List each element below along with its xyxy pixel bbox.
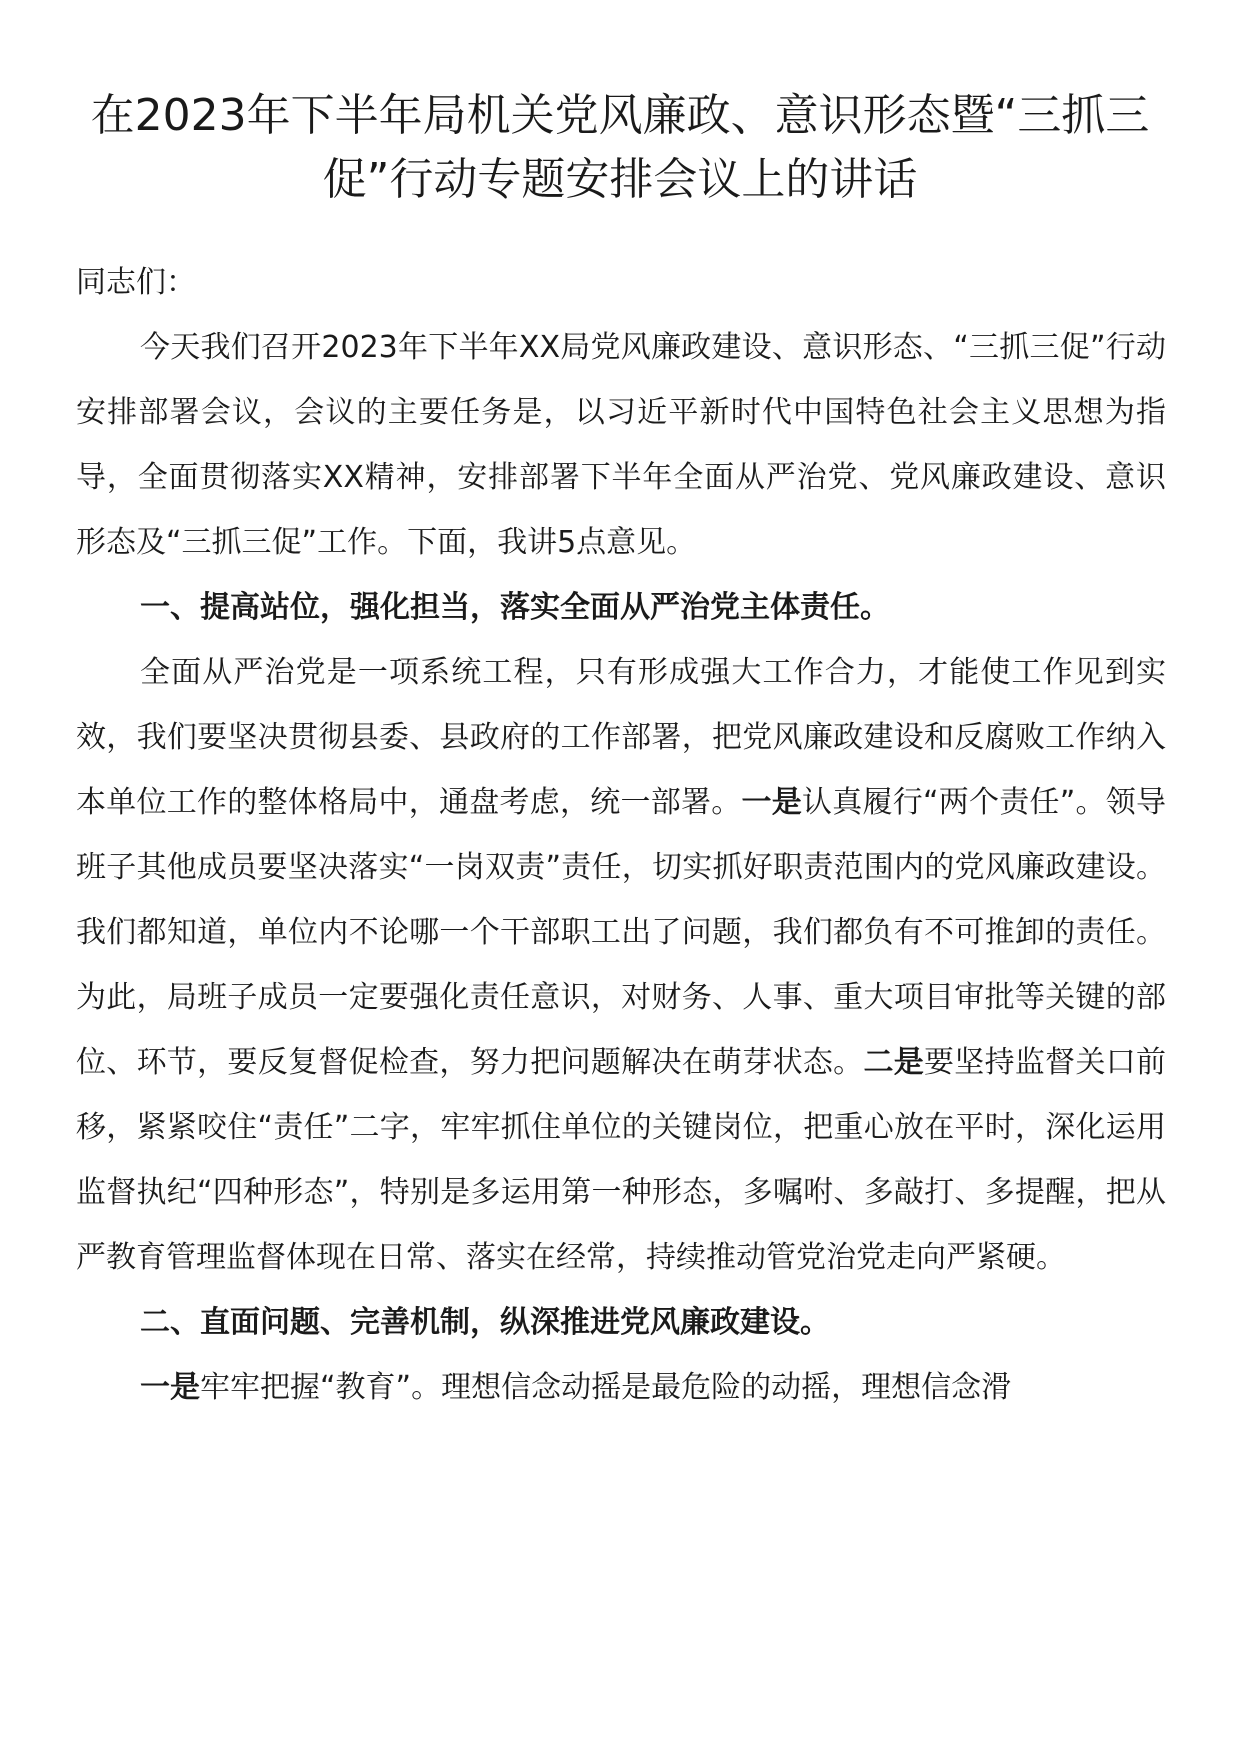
point-marker-1: 一是 [741, 785, 802, 820]
point-marker-2: 二是 [863, 1045, 925, 1080]
intro-paragraph: 今天我们召开2023年下半年XX局党风廉政建设、意识形态、“三抓三促”行动安排部署会议，会议的主要任务是，以习近平新时代中国特色社会主义思想为指导，全面贯彻落实XX精神，安排部署下半年全面从严治党、党风廉政建设、意识形态及“三抓三促”工作。下面，我讲5点意见。 [76, 330, 1166, 560]
salutation: 同志们： [76, 265, 196, 300]
section-2-text-a: 牢牢把握“教育”。理想信念动摇是最危险的动摇，理想信念滑 [200, 1370, 1012, 1405]
section-1-text-a: 全面从严治党是一项系统工程，只有形成强大工作合力，才能使工作见到实效，我们要坚决贯彻县委、县政府的工作部署，把党风廉政建设和反腐败工作纳入本单位工作的整体格局中，通盘考虑，统一部署。 [76, 655, 1166, 820]
section-1-paragraph [76, 640, 1166, 1290]
section-2-paragraph [76, 1355, 1166, 1420]
document-title: 在2023年下半年局机关党风廉政、意识形态暨“三抓三促”行动专题安排会议上的讲话 [90, 90, 1150, 205]
document-body [76, 250, 1166, 1420]
section-heading-1: 一、提高站位，强化担当，落实全面从严治党主体责任。 [140, 590, 890, 625]
point-marker-3: 一是 [140, 1370, 200, 1405]
section-1-text-b: 认真履行“两个责任”。领导班子其他成员要坚决落实“一岗双责”责任，切实抓好职责范围内的党风廉政建设。我们都知道，单位内不论哪一个干部职工出了问题，我们都负有不可推卸的责任。为此，局班子成员一定要强化责任意识，对财务、人事、重大项目审批等关键的部位、环节，要反复督促检查，努力把问题解决在萌芽状态。 [76, 785, 1167, 1080]
section-heading-2: 二、直面问题、完善机制，纵深推进党风廉政建设。 [140, 1305, 830, 1340]
section-1-text-c: 要坚持监督关口前移，紧紧咬住“责任”二字，牢牢抓住单位的关键岗位，把重心放在平时，深化运用监督执纪“四种形态”，特别是多运用第一种形态，多嘱咐、多敲打、多提醒，把从严教育管理监督体现在日常、落实在经常，持续推动管党治党走向严紧硬。 [76, 1045, 1167, 1275]
